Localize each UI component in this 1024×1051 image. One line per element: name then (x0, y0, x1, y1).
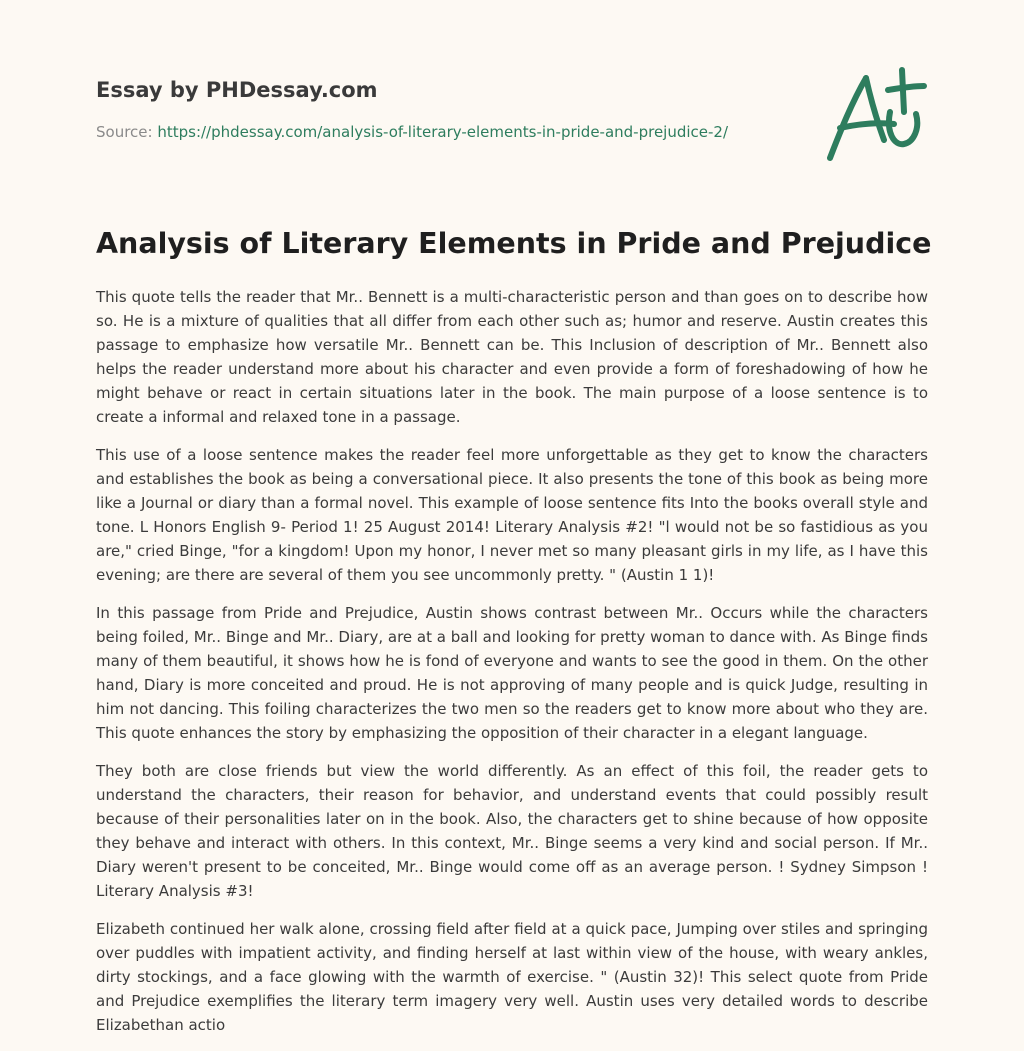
essay-header (96, 76, 796, 142)
article-paragraph-3: In this passage from Pride and Prejudice, Austin shows contrast between Mr.. Occurs while the characters being foiled, Mr.. Binge and Mr.. Diary, are at a ball and looking for pretty woman to dance with. As Binge finds many of them beautiful, it shows how he is fond of everyone and wants to see the good in them. On the other hand, Diary is more conceited and proud. He is not approving of many people and is quick Judge, resulting in him not dancing. This foiling characterizes the two men so the readers get to know more about who they are. This quote enhances the story by emphasizing the opposition of their character in a elegant language. (96, 604, 928, 742)
article-paragraph-4: They both are close friends but view the world differently. As an effect of this foil, the reader gets to understand the characters, their reason for behavior, and understand events that could possibly result because of their personalities later on in the book. Also, the characters get to shine because of how opposite they behave and interact with others. In this context, Mr.. Binge seems a very kind and social person. If Mr.. Diary weren't present to be conceited, Mr.. Binge would come off as an average person. ! Sydney Simpson ! Literary Analysis #3! (96, 762, 928, 900)
site-title: Essay by PHDessay.com (96, 78, 378, 102)
article-paragraph-1: This quote tells the reader that Mr.. Bennett is a multi-characteristic person and than goes on to describe how so. He is a mixture of qualities that all differ from each other such as; humor and reserve. Austin creates this passage to emphasize how versatile Mr.. Bennett can be. This Inclusion of description of Mr.. Bennett also helps the reader understand more about his character and even provide a form of foreshadowing of how he might behave or react in certain situations later in the book. The main purpose of a loose sentence is to create a informal and relaxed tone in a passage. (96, 288, 928, 426)
source-link[interactable]: https://phdessay.com/analysis-of-literary-elements-in-pride-and-prejudice-2/ (157, 123, 729, 141)
article-paragraph-2: This use of a loose sentence makes the reader feel more unforgettable as they get to know the characters and establishes the book as being a conversational piece. It also presents the tone of this book as being more like a Journal or diary than a formal novel. This example of loose sentence fits Into the books overall style and tone. L Honors English 9- Period 1! 25 August 2014! Literary Analysis #2! "l would not be so fastidious as you are," cried Binge, "for a kingdom! Upon my honor, I never met so many pleasant girls in my life, as I have this evening; are there are several of them you see uncommonly pretty. " (Austin 1 1)! (96, 446, 928, 584)
article-body (96, 285, 928, 1051)
source-label: Source: (96, 123, 158, 141)
a-plus-grade-icon (820, 62, 932, 166)
article-title: Analysis of Literary Elements in Pride and Prejudice (96, 227, 932, 260)
article-paragraph-5: Elizabeth continued her walk alone, crossing field after field at a quick pace, Jumping over stiles and springing over puddles with impatient activity, and finding herself at last within view of the house, with weary ankles, dirty stockings, and a face glowing with the warmth of exercise. " (Austin 32)! This select quote from Pride and Prejudice exemplifies the literary term imagery very well. Austin uses very detailed words to describe Elizabethan actio (96, 920, 928, 1034)
source-line (96, 122, 796, 142)
